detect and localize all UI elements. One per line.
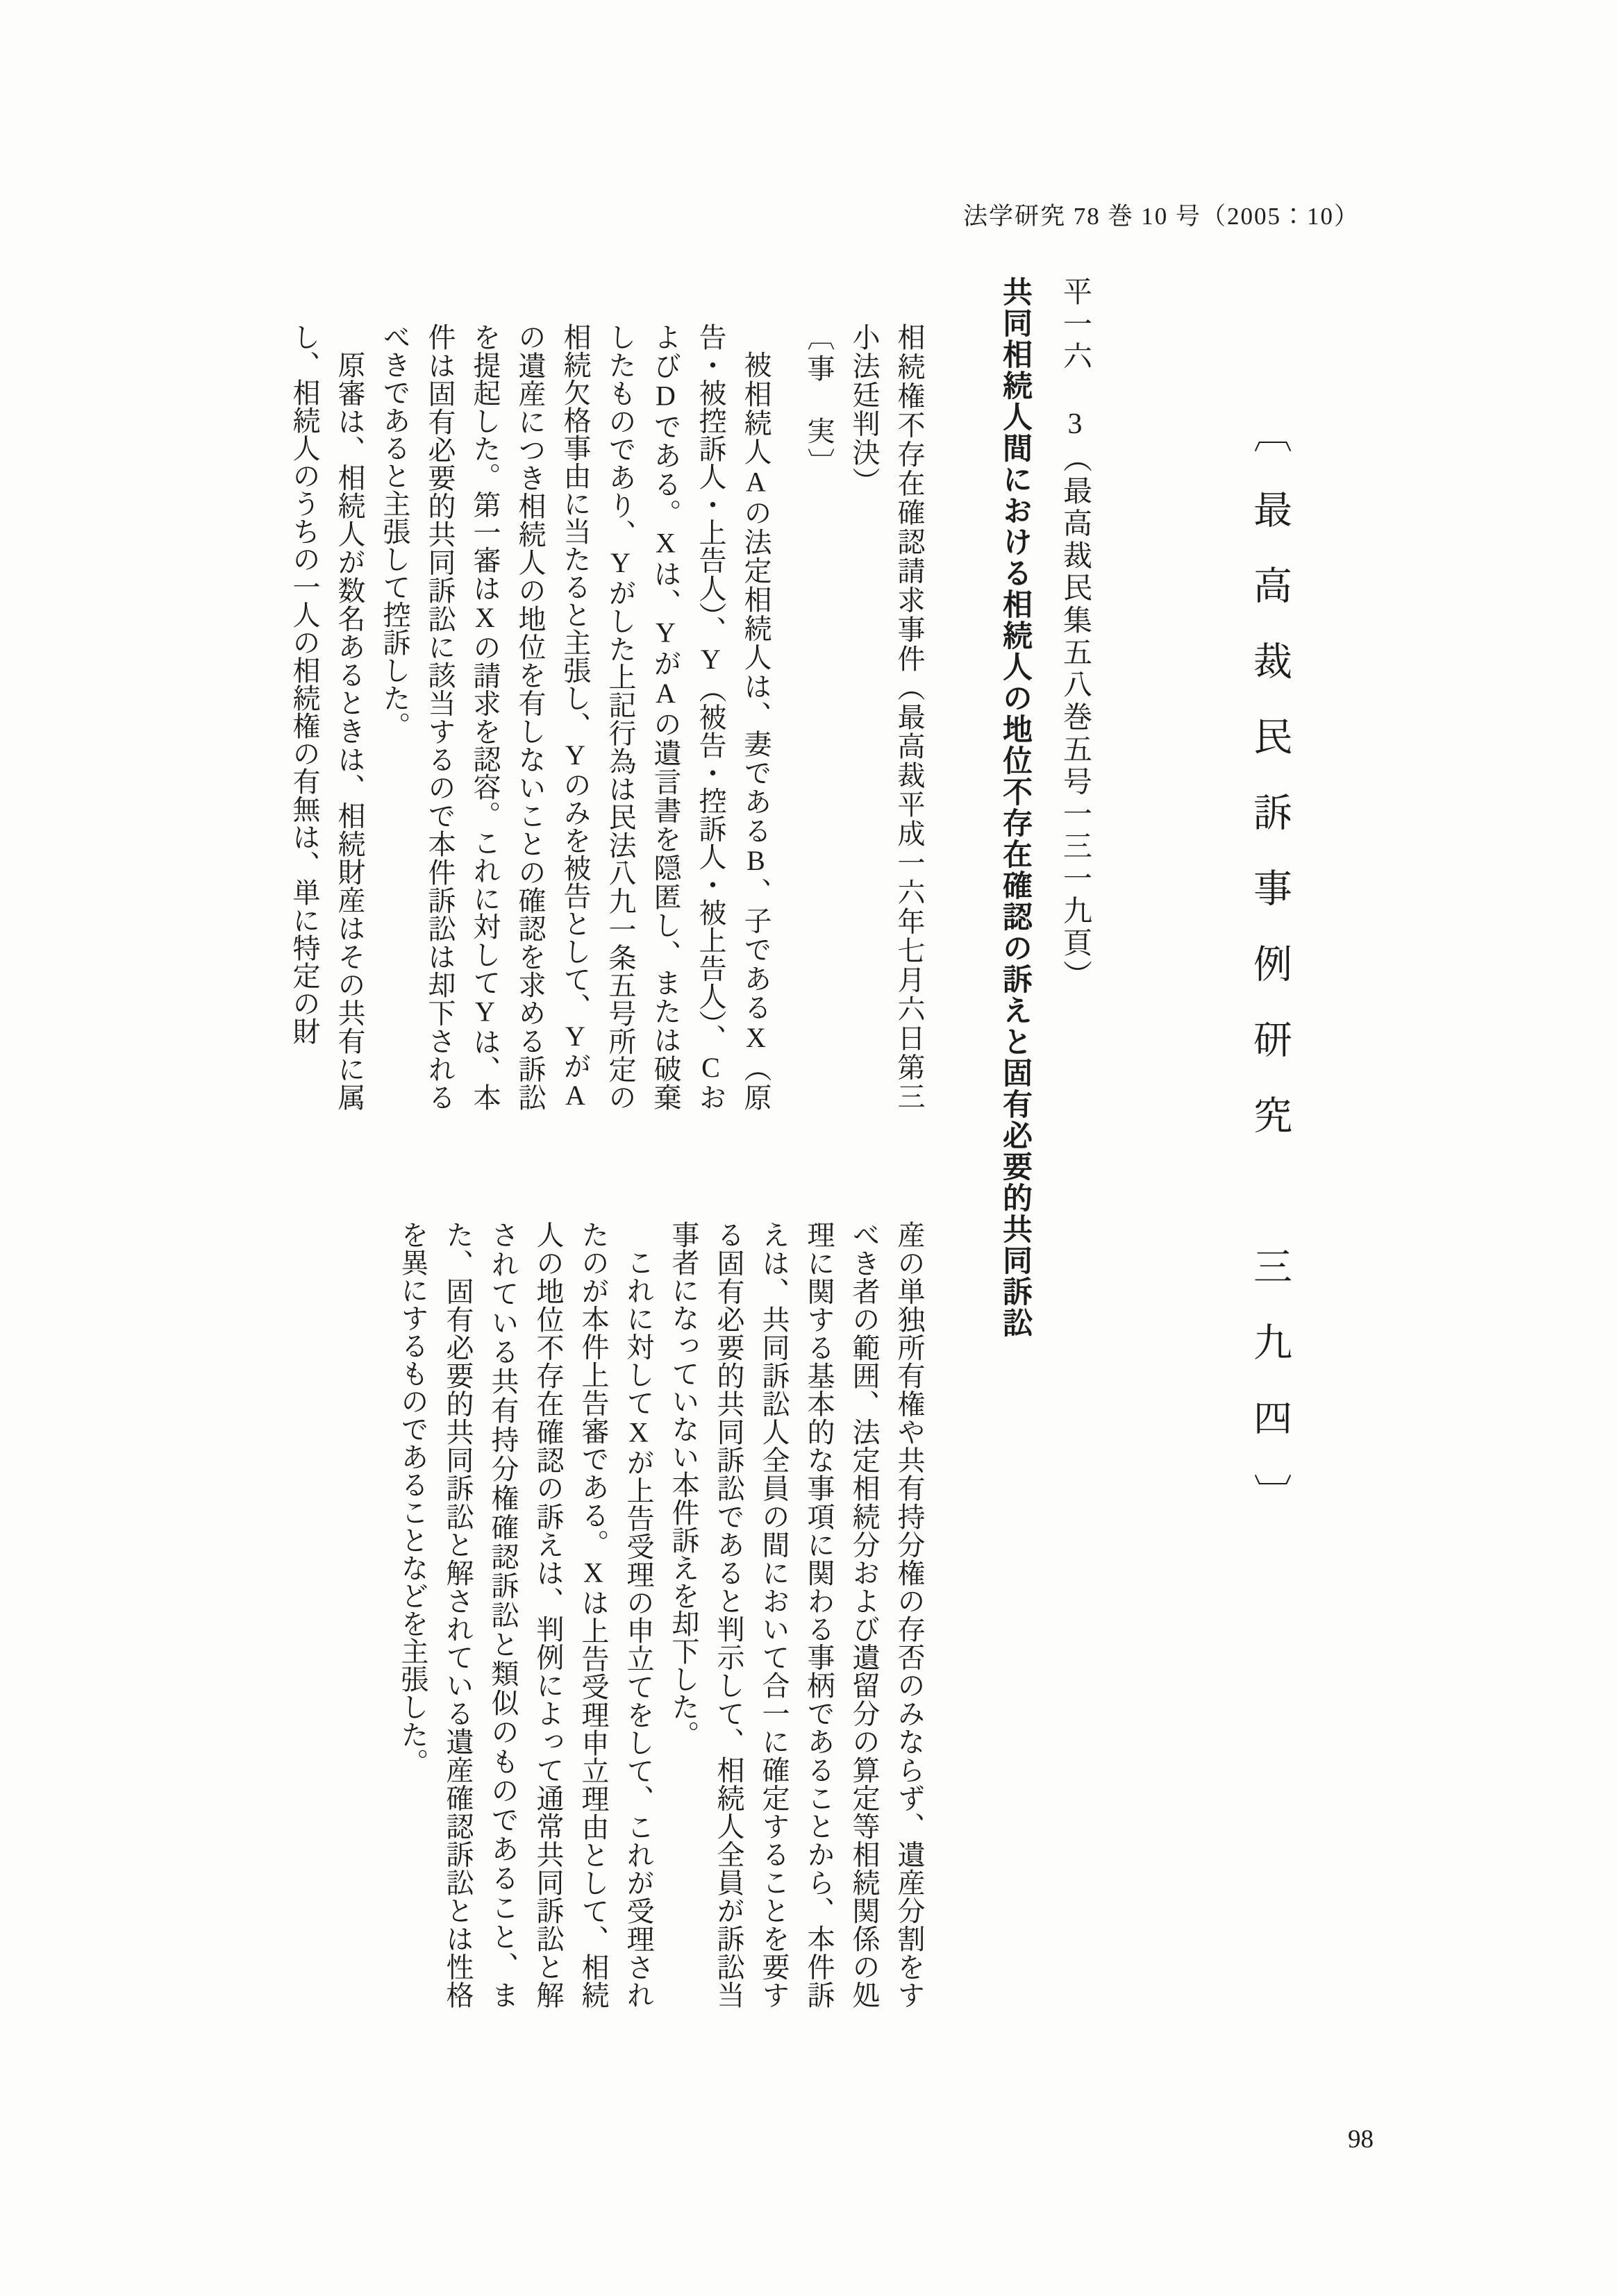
facts-paragraph-2: 原審は、相続人が数名あるときは、相続財産はその共有に属し、相続人のうちの一人の相続権の有無は、単に特定の財	[289, 323, 365, 1111]
series-title: 〔最高裁民訴事例研究 三九四〕	[1248, 414, 1291, 1549]
page-number: 98	[1348, 2125, 1374, 2154]
facts-block-upper	[282, 323, 932, 1111]
facts-paragraph-2-continued: 産の単独所有権や共有持分権の存否のみならず、遺産分割をすべき者の範囲、法定相続分および遺留分の算定等相続関係の処理に関する基本的な事項に関わる事柄であることから、本件訴えは、共同訴訟人全員の間において合一に確定することを要する固有必要的共同訴訟であると判示して、相続人全員が訴訟当事者になっていない本件訴えを却下した。	[668, 1221, 925, 2009]
journal-header: 法学研究 78 巻 10 号（2005：10）	[962, 203, 1360, 230]
facts-section-heading: 〔事 実〕	[803, 323, 835, 479]
facts-paragraph-1: 被相続人Aの法定相続人は、妻であるB、子であるX（原告・被控訴人・上告人）、Y（被告・控訴人・被上告人）、CおよびDである。Xは、YがAの遺言書を隠匿し、または破棄したものであり、Yがした上記行為は民法八九一条五号所定の相続欠格事由に当たると主張し、Yのみを被告として、YがAの遺産につき相続人の地位を有しないことの確認を求める訴訟を提起した。第一審はXの請求を認容。これに対してYは、本件は固有必要的共同訴訟に該当するので本件訴訟は却下されるべきであると主張して控訴した。	[379, 323, 772, 1112]
facts-paragraph-3: これに対してXが上告受理の申立てをして、これが受理されたのが本件上告審である。Xは上告受理申立理由として、相続人の地位不存在確認の訴えは、判例によって通常共同訴訟と解されている共有持分権確認訴訟と類似のものであること、また、固有必要的共同訴訟と解されている遺産確認訴訟とは性格を異にするものであることなどを主張した。	[397, 1221, 654, 2009]
case-name-line: 相続権不存在確認請求事件（最高裁平成一六年七月六日第三小法廷判決）	[849, 323, 925, 1111]
facts-block-lower	[390, 1221, 932, 2009]
article-title: 共同相続人間における相続人の地位不存在確認の訴えと固有必要的共同訴訟	[999, 276, 1031, 1339]
case-number-line: 平一六 3（最高裁民集五八巻五号一三一九頁）	[1059, 276, 1091, 992]
